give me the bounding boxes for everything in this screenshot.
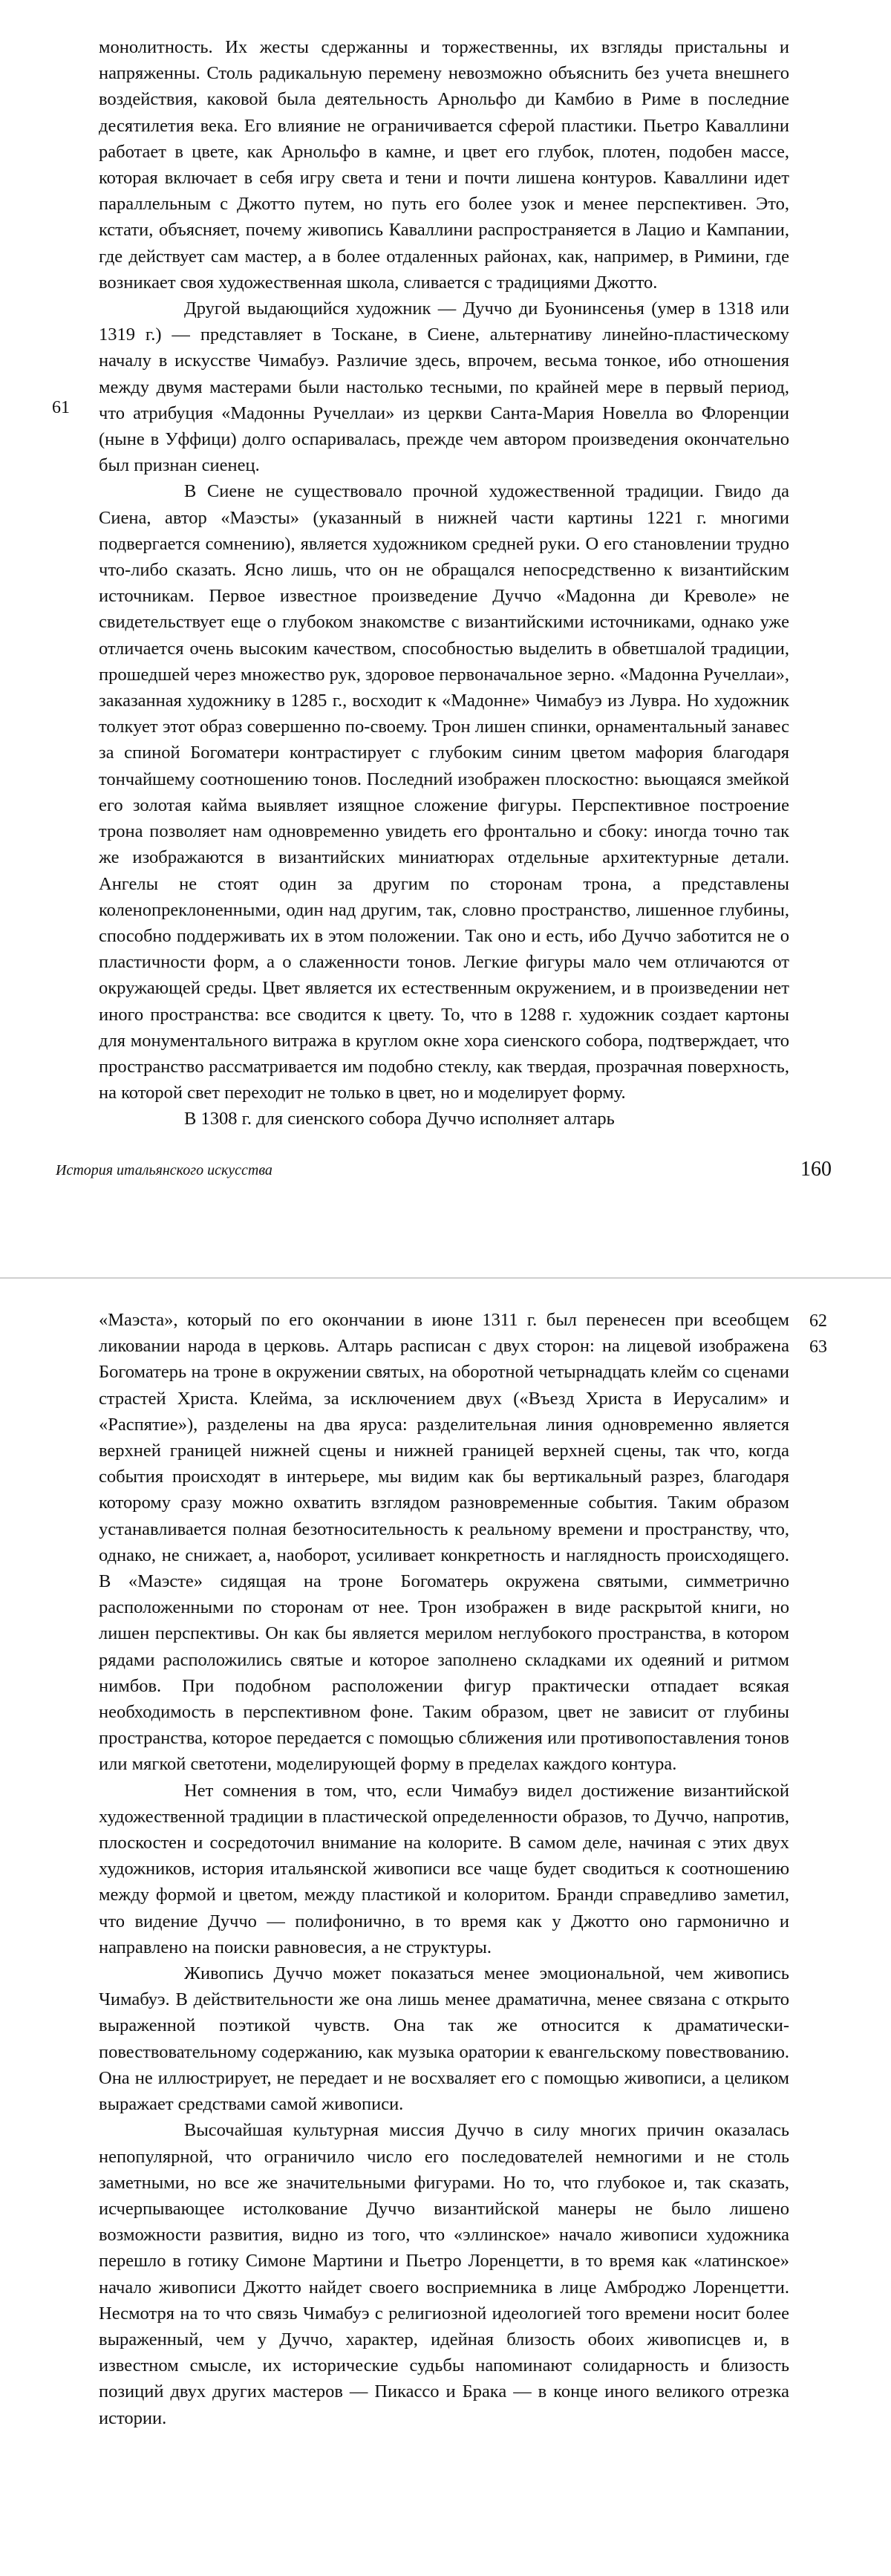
paragraph-2: Другой выдающийся художник — Дуччо ди Буонинсенья (умер в 1318 или 1319 г.) — представляет в Тоскане, в Сиене, альтернативу линейно-пластическому началу в искусстве Чимабуэ. Различие здесь, впрочем, весьма тонкое, ибо отношения между двумя мастерами были настолько тесными, по крайней мере в первый период, что атрибуция «Мадонны Ручеллаи» из церкви Санта-Мария Новелла во Флоренции (ныне в Уффици) долго оспаривалась, прежде чем автором произведения окончательно был признан сиенец.	[99, 299, 789, 476]
margin-note-61: 61	[52, 398, 70, 417]
page-body-text	[99, 34, 789, 1132]
paragraph-3: В Сиене не существовало прочной художественной традиции. Гвидо да Сиена, автор «Маэсты» (указанный в нижней части картины 1221 г. многими подвергается сомнению), является художником средней руки. О его становлении трудно что-либо сказать. Ясно лишь, что он не обращался непосредственно к византийским источникам. Первое известное произведение Дуччо «Мадонна ди Креволе» не свидетельствует еще о глубоком знакомстве с византийскими источниками, однако уже отличается очень высоким качеством, способностью выделить в обветшалой традиции, прошедшей через множество рук, здоровое первоначальное зерно. «Мадонна Ручеллаи», заказанная художнику в 1285 г., восходит к «Мадонне» Чимабуэ из Лувра. Но художник толкует этот образ совершенно по-своему. Трон лишен спинки, орнаментальный занавес за спиной Богоматери контрастирует с глубоким синим цветом мафория благодаря тончайшему соотношению тонов. Последний изображен плоскостно: вьющаяся змейкой его золотая кайма выявляет изящное сложение фигуры. Перспективное построение трона позволяет нам одновременно увидеть его фронтально и сбоку: иногда точно так же изображаются в византийских миниатюрах отдельные архитектурные детали. Ангелы не стоят один за другим по сторонам трона, а представлены коленопреклоненными, один над другим, так, словно пространство, лишенное глубины, способно поддерживать их в этом положении. Так оно и есть, ибо Дуччо заботится не о пластичности форм, а о слаженности тонов. Легкие фигуры мало чем отличаются от окружающей среды. Цвет является их естественным окружением, и в произведении нет иного пространства: все сводится к цвету. То, что в 1288 г. художник создает картоны для монументального витража в круглом окне хора сиенского собора, подтверждает, что пространство рассматривается им подобно стеклу, как твердая, прозрачная поверхность, на которой свет переходит не только в цвет, но и моделирует форму.	[99, 481, 789, 1103]
running-footer-title: История итальянского искусства	[56, 1162, 272, 1178]
paragraph-1: монолитность. Их жесты сдержанны и торжественны, их взгляды пристальны и напряженны. Столь радикальную перемену невозможно объяснить без учета внешнего воздействия, каковой была деятельность Арнольфо ди Камбио в Риме в последние десятилетия века. Его влияние не ограничивается сферой пластики. Пьетро Каваллини работает в цвете, как Арнольфо в камне, и цвет его глубок, плотен, подобен массе, которая включает в себя игру света и тени и почти лишена контуров. Каваллини идет параллельным с Джотто путем, но путь его более узок и менее перспективен. Это, кстати, объясняет, почему живопись Каваллини распространяется в Лацио и Кампании, где действует сам мастер, а в более отдаленных районах, как, например, в Римини, где возникает своя художественная школа, сливается с традициями Джотто.	[99, 37, 789, 293]
page-number: 160	[800, 1158, 832, 1181]
margin-note-63: 63	[809, 1337, 827, 1357]
page-body-text	[99, 1307, 789, 2431]
book-page-160	[0, 0, 891, 1277]
margin-note-62: 62	[809, 1311, 827, 1331]
paragraph-4: В 1308 г. для сиенского собора Дуччо исполняет алтарь	[184, 1109, 615, 1129]
book-page-161	[0, 1279, 891, 2576]
paragraph-4: Высочайшая культурная миссия Дуччо в силу многих причин оказалась непопулярной, что ограничило число его последователей немногими и не столь заметными, но все же значительными фигурами. Но то, что глубокое и, так сказать, исчерпывающее истолкование Дуччо византийской манеры не было лишено возможности развития, видно из того, что «эллинское» начало живописи художника перешло в готику Симоне Мартини и Пьетро Лоренцетти, в то время как «латинское» начало живописи Джотто найдет своего восприемника в лице Амброджо Лоренцетти. Несмотря на то что связь Чимабуэ с религиозной идеологией того времени носит более выраженный, чем у Дуччо, характер, идейная близость обоих живописцев и, в известном смысле, их исторические судьбы напоминают солидарность и близость позиций двух других мастеров — Пикассо и Брака — в конце иного великого отрезка истории.	[99, 2120, 789, 2428]
paragraph-2: Нет сомнения в том, что, если Чимабуэ видел достижение византийской художественной традиции в пластической определенности образов, то Дуччо, напротив, плоскостен и сосредоточил внимание на колорите. В самом деле, начиная с этих двух художников, история итальянской живописи все чаще будет сводиться к соотношению между формой и цветом, между пластикой и колоритом. Бранди справедливо заметил, что видение Дуччо — полифонично, в то время как у Джотто оно гармонично и направлено на поиски равновесия, а не структуры.	[99, 1780, 789, 1957]
paragraph-3: Живопись Дуччо может показаться менее эмоциональной, чем живопись Чимабуэ. В действительности же она лишь менее драматична, менее связана с открыто выраженной поэтикой чувств. Она так же относится к драматически-повествовательному содержанию, как музыка оратории к евангельскому повествованию. Она не иллюстрирует, не передает и не восхваляет его с помощью живописи, а целиком выражает средствами самой живописи.	[99, 1963, 789, 2115]
paragraph-1: «Маэста», который по его окончании в июне 1311 г. был перенесен при всеобщем ликовании народа в церковь. Алтарь расписан с двух сторон: на лицевой изображена Богоматерь на троне в окружении святых, на оборотной четырнадцать клейм со сценами страстей Христа. Клейма, за исключением двух («Въезд Христа в Иерусалим» и «Распятие»), разделены на два яруса: разделительная линия одновременно является верхней границей нижней сцены и нижней границей верхней сцены, так что, когда события происходят в интерьере, мы видим как бы вертикальный разрез, благодаря которому сразу можно охватить взглядом разновременные события. Таким образом устанавливается полная безотносительность к реальному времени и пространству, что, однако, не снижает, а, наоборот, усиливает конкретность и наглядность происходящего. В «Маэсте» сидящая на троне Богоматерь окружена святыми, симметрично расположенными по сторонам от нее. Трон изображен в виде раскрытой книги, но лишен перспективы. Он как бы является мерилом неглубокого пространства, в котором рядами расположились святые и которое заполнено складками их одеяний и ритмом нимбов. При подобном расположении фигур практически отпадает всякая необходимость в перспективном фоне. Таким образом, цвет не зависит от глубины пространства, которое передается с помощью сближения или противопоставления тонов или мягкой светотени, моделирующей форму в пределах каждого контура.	[99, 1310, 789, 1775]
